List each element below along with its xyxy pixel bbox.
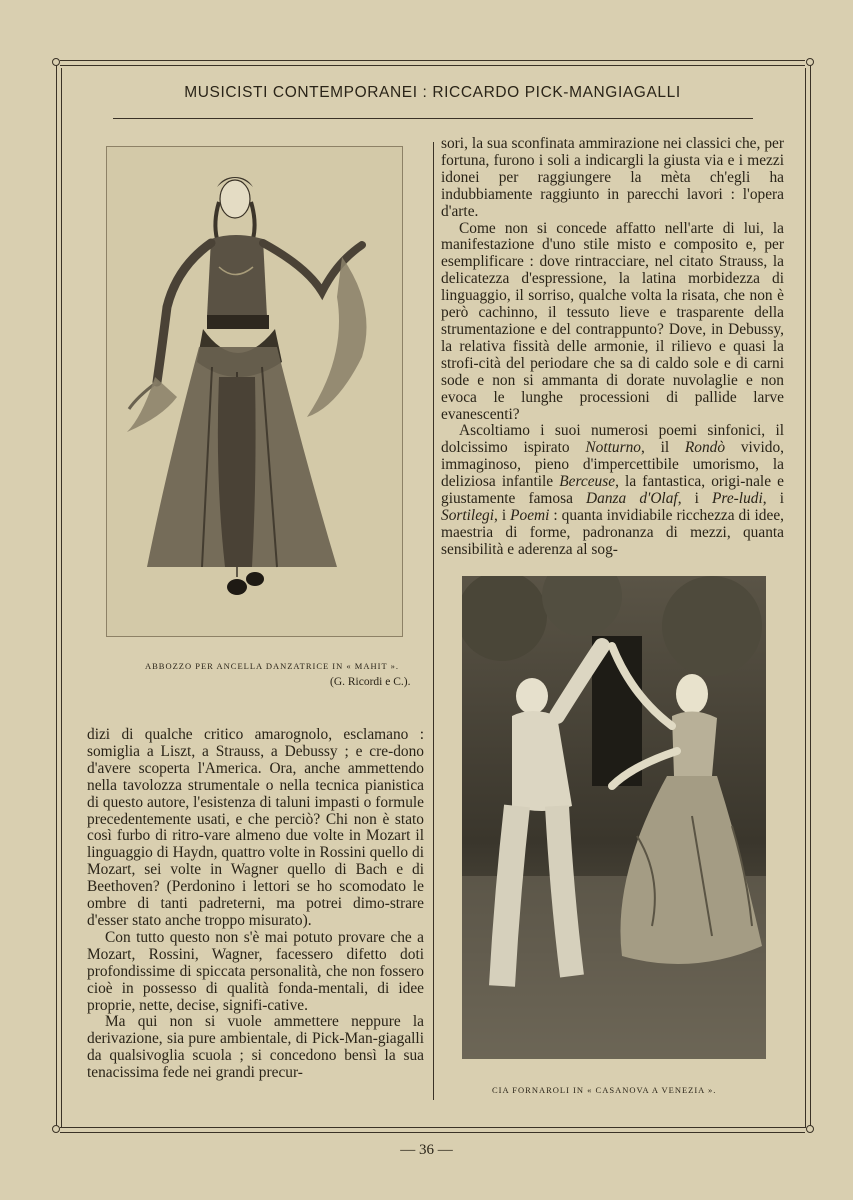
frame-right-inner [805, 68, 806, 1128]
dancers-photo-drawing [462, 576, 766, 1059]
paragraph: Come non si concede affatto nell'arte di lui, la manifestazione d'uno stile misto e composito e, per esemplificare : dove rintracciare, nel citato Strauss, la delicatezza d'espressione, la latina morbidezza di linguaggio, il sorriso, qualche volta la risata, che non è però cachinno, il tessuto lieve e trasparente della strumentazione e del contrappunto? Dove, in Debussy, la relativa fissità delle armonie, il rilievo e quasi la strofi-cità del periodare che sa di caldo sole e di carni sode e non si ammanta di dorate nuvolaglie e non evoca le lunghe processioni di pallide larve evanescenti? [441, 219, 784, 423]
head-rule [113, 118, 753, 119]
paragraph: Ma qui non si vuole ammettere neppure la derivazione, sia pure ambientale, di Pick-Man-giagalli da qualsivoglia scuola ; si concedono bensì la sua tenacissima fede nei grandi precur- [87, 1013, 424, 1082]
frame-top-outer [60, 60, 805, 61]
paragraph: dizi di qualche critico amarognolo, esclamano : somiglia a Liszt, a Strauss, a Debussy ; e cre-dono d'avere scoperta l'America. Ora, anche ammettendo nella tavolozza strumentale o nella tecnica pianistica di questo autore, l'esistenza di taluni impasti o formule precedentemente usati, e che perciò? Chi non è stato così furbo di ritro-vare almeno due volte in Mozart il linguaggio di Haydn, quattro volte in Rossini quello di Mozart, sei volte in Wagner quello di Bach e di Beethoven? (Perdonino i lettori se ho scomodato le ombre di tanti padreterni, ma potrei dimo-strare d'esser stato anche troppo misurato). [87, 726, 424, 929]
dancer-sketch-illustration [106, 146, 403, 637]
paragraph: sori, la sua sconfinata ammirazione nei classici che, per fortuna, furono i soli a indicargli la giusta via e i mezzi idonei per raggiungere la mèta ch'egli ha indubbiamente raggiunto in parecchi lavori : l'opera d'arte. [441, 135, 784, 220]
paragraph: Con tutto questo non s'è mai potuto provare che a Mozart, Rossini, Wagner, facessero difetto doti profondissime di spiccata personalità, che non fossero cioè in possesso di qualità fonda-mentali, di idee proprie, nette, decise, signifi-cative. [87, 928, 424, 1014]
right-column-text [441, 136, 784, 559]
frame-corner-ornament [52, 58, 60, 66]
frame-left-inner [61, 68, 62, 1128]
left-column-text [87, 727, 424, 1082]
frame-bottom-outer [60, 1127, 805, 1128]
frame-corner-ornament [806, 1125, 814, 1133]
frame-corner-ornament [52, 1125, 60, 1133]
paragraph: Ascoltiamo i suoi numerosi poemi sinfonici, il dolcissimo ispirato Notturno, il Rondò vivido, immaginoso, pieno d'impercettibile umorismo, la deliziosa infantile Berceuse, la fantastica, origi-nale e giustamente famosa Danza d'Olaf, i Pre-ludi, i Sortilegi, i Poemi : quanta invidiabile ricchezza di idee, maestria di forme, padronanza di mezzi, quanta sensibilità e aderenza al sog- [441, 422, 784, 558]
frame-bottom-inner [60, 1132, 805, 1133]
figure1-caption: ABBOZZO PER ANCELLA DANZATRICE IN « MAHIT ». [145, 661, 399, 671]
figure1-credit: (G. Ricordi e C.). [330, 676, 411, 688]
column-divider [433, 142, 434, 1100]
frame-top-inner [60, 65, 805, 66]
frame-left-outer [56, 64, 57, 1130]
frame-right-outer [810, 64, 811, 1130]
page-number: — 36 — [400, 1142, 453, 1158]
figure2-caption: CIA FORNAROLI IN « CASANOVA A VENEZIA ». [492, 1085, 717, 1095]
frame-corner-ornament [806, 58, 814, 66]
dancers-photograph [462, 576, 766, 1059]
running-head: MUSICISTI CONTEMPORANEI : RICCARDO PICK-MANGIAGALLI [184, 84, 681, 101]
dancer-sketch-drawing [107, 147, 402, 636]
